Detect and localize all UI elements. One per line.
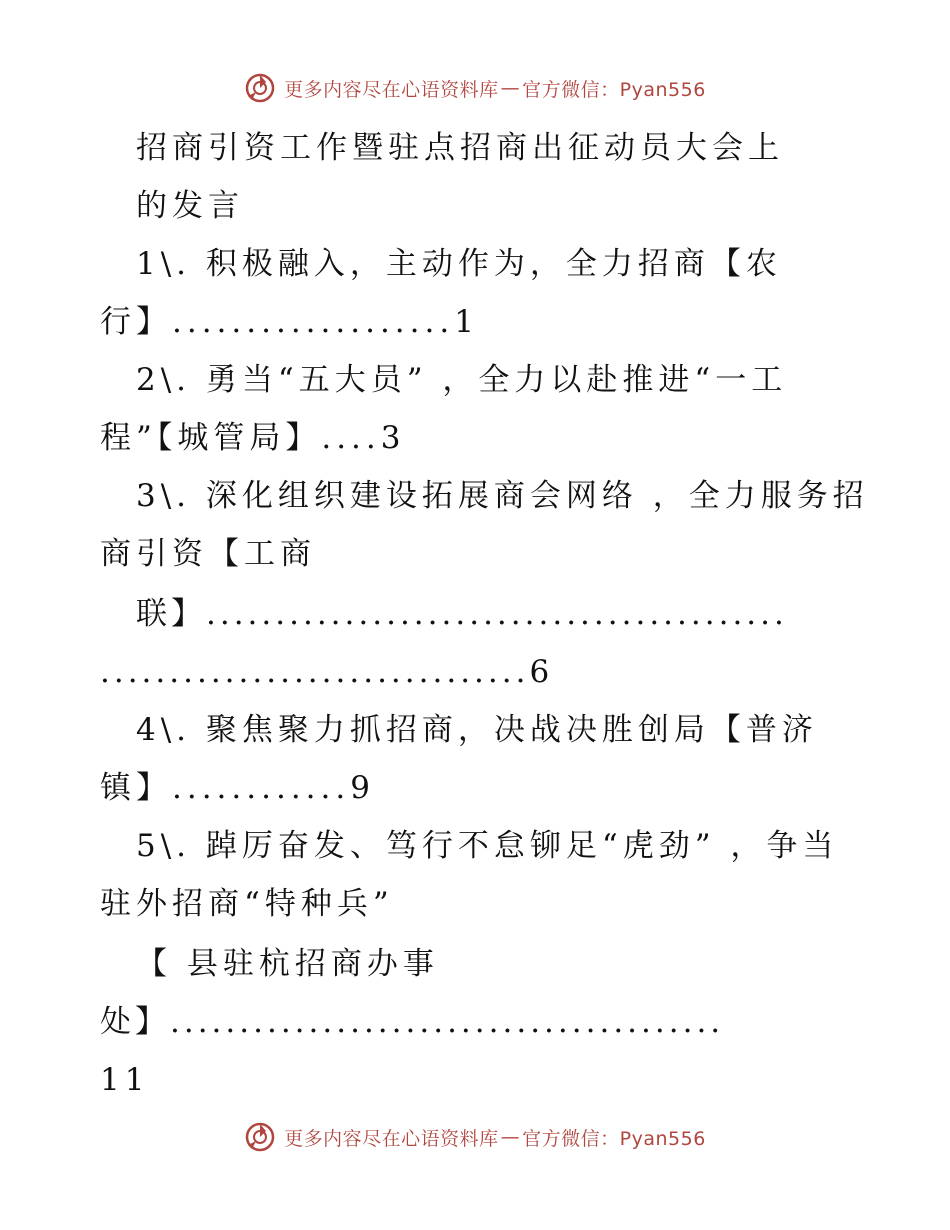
watermark-wechat: 官方微信：Pyan556 <box>522 78 706 101</box>
toc-item-2-cont[interactable]: 程”【城管局】....3 <box>100 420 406 456</box>
toc-item-5[interactable]: 5\. 踔厉奋发、笃行不怠铆足“虎劲” ，争当 <box>136 828 839 864</box>
toc-item-1[interactable]: 1\. 积极融入，主动作为，全力招商【农 <box>136 246 782 282</box>
toc-item-5-page[interactable]: 11 <box>100 1062 150 1098</box>
toc-item-5-cont[interactable]: 驻外招商“特种兵” <box>100 886 394 922</box>
doc-title-line-2: 的发言 <box>136 188 244 224</box>
toc-item-5-dots[interactable]: 处】........................................ <box>100 1004 725 1040</box>
logo-icon <box>244 72 276 104</box>
watermark-footer <box>0 1121 950 1153</box>
toc-item-3[interactable]: 3\. 深化组织建设拓展商会网络 ，全力服务招 <box>136 478 869 514</box>
toc-item-1-cont[interactable]: 行】...................1 <box>100 304 479 340</box>
watermark-text: 更多内容尽在心语资料库 <box>284 1127 499 1150</box>
toc-item-3-dots[interactable]: 联】.......................................... <box>136 596 788 632</box>
toc-item-5-unit[interactable]: 【 县驻杭招商办事 <box>136 946 439 982</box>
watermark-text: 更多内容尽在心语资料库 <box>284 78 499 101</box>
toc-item-3-cont[interactable]: 商引资【工商 <box>100 536 316 572</box>
toc-item-3-page[interactable]: ...............................6 <box>100 654 554 690</box>
toc-item-2[interactable]: 2\. 勇当“五大员” ，全力以赴推进“一工 <box>136 362 788 398</box>
watermark-header <box>0 72 950 104</box>
doc-title-line-1: 招商引资工作暨驻点招商出征动员大会上 <box>136 130 784 166</box>
watermark-dash: — <box>500 77 521 99</box>
toc-item-4-cont[interactable]: 镇】............9 <box>100 770 375 806</box>
watermark-dash: — <box>500 1126 521 1148</box>
toc-item-4[interactable]: 4\. 聚焦聚力抓招商，决战决胜创局【普济 <box>136 712 818 748</box>
logo-icon <box>244 1121 276 1153</box>
watermark-wechat: 官方微信：Pyan556 <box>522 1127 706 1150</box>
